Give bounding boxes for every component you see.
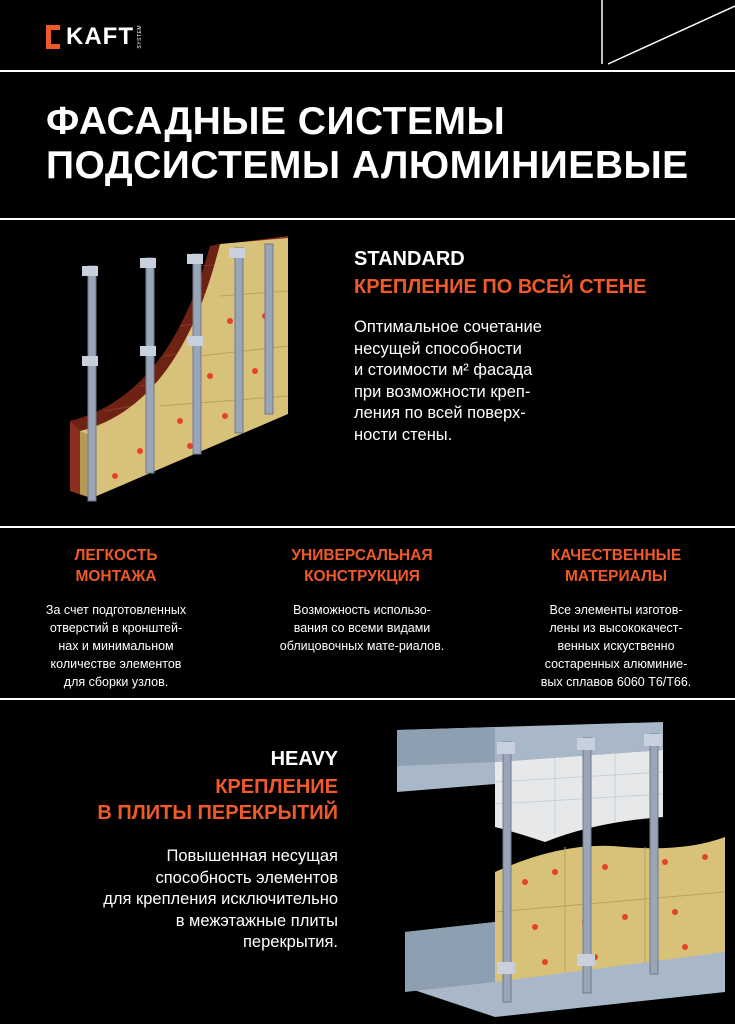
heavy-subtitle-1: КРЕПЛЕНИЕ xyxy=(215,776,338,798)
feature-line: отверстий в кронштей- xyxy=(49,621,183,635)
features-bottom-divider xyxy=(0,698,735,700)
standard-line: Оптимальное сочетание xyxy=(354,318,542,336)
title-line-2: ПОДСИСТЕМЫ АЛЮМИНИЕВЫЕ xyxy=(46,144,689,187)
heavy-subtitle-2: В ПЛИТЫ ПЕРЕКРЫТИЙ xyxy=(97,802,338,824)
standard-facade-illustration xyxy=(60,236,300,511)
feature-quality xyxy=(511,545,721,691)
features-top-divider xyxy=(0,526,735,528)
brand-name: KAFT xyxy=(66,23,134,50)
standard-line: ности стены. xyxy=(354,425,453,444)
feature-line: лены из высококачест- xyxy=(549,621,683,635)
standard-subtitle: КРЕПЛЕНИЕ ПО ВСЕЙ СТЕНЕ xyxy=(354,276,647,298)
standard-line: несущей способности xyxy=(354,339,522,358)
feature-line: За счет подготовленных xyxy=(45,603,187,617)
feature-title-line: МАТЕРИАЛЫ xyxy=(564,568,668,585)
feature-title-line: ЛЕГКОСТЬ xyxy=(74,547,158,564)
feature-line: вания со всеми видами xyxy=(293,621,431,635)
feature-title xyxy=(11,545,221,587)
heavy-facade-illustration xyxy=(395,722,735,1024)
brand-logo[interactable] xyxy=(46,22,143,52)
feature-line: облицовочных мате-риалов. xyxy=(279,639,445,653)
feature-text xyxy=(11,601,221,691)
heavy-line: в межэтажные плиты xyxy=(175,911,338,930)
feature-title-line: МОНТАЖА xyxy=(75,568,157,585)
title-divider xyxy=(0,218,735,220)
feature-line: Все элементы изготов- xyxy=(549,603,683,617)
feature-easy-install xyxy=(11,545,221,691)
feature-title-line: КОНСТРУКЦИЯ xyxy=(304,568,420,585)
feature-line: венных искуственно xyxy=(557,639,675,653)
heavy-line: для крепления исключительно xyxy=(103,890,338,908)
standard-label: STANDARD xyxy=(354,248,465,270)
heavy-line: способность элементов xyxy=(155,868,338,887)
feature-line: состаренных алюминие- xyxy=(544,657,688,671)
heavy-label: HEAVY xyxy=(270,748,338,770)
feature-line: вых сплавов 6060 Т6/Т66. xyxy=(540,675,692,689)
title-line-1: ФАСАДНЫЕ СИСТЕМЫ xyxy=(46,100,506,143)
feature-title xyxy=(257,545,467,587)
heavy-line: Повышенная несущая xyxy=(166,847,338,865)
header-divider xyxy=(0,70,735,72)
brand-sub: SYSTEM xyxy=(136,25,143,49)
corner-lines-decoration xyxy=(590,0,735,72)
feature-universal xyxy=(257,545,467,655)
feature-line: для сборки узлов. xyxy=(63,675,169,689)
feature-title xyxy=(511,545,721,587)
standard-line: при возможности креп- xyxy=(354,382,531,401)
feature-title-line: УНИВЕРСАЛЬНАЯ xyxy=(291,547,433,564)
heavy-description xyxy=(40,846,338,954)
standard-description xyxy=(354,317,542,446)
feature-line: количестве элементов xyxy=(50,657,182,671)
standard-line: ления по всей поверх- xyxy=(354,404,526,422)
feature-text xyxy=(257,601,467,655)
feature-line: Возможность использо- xyxy=(293,603,431,617)
feature-title-line: КАЧЕСТВЕННЫЕ xyxy=(550,547,682,564)
feature-text xyxy=(511,601,721,691)
standard-line: и стоимости м² фасада xyxy=(354,361,533,379)
logo-mark-icon xyxy=(46,25,64,49)
feature-line: нах и минимальном xyxy=(58,639,174,653)
page-title xyxy=(46,100,689,188)
heavy-line: перекрытия. xyxy=(242,933,338,951)
